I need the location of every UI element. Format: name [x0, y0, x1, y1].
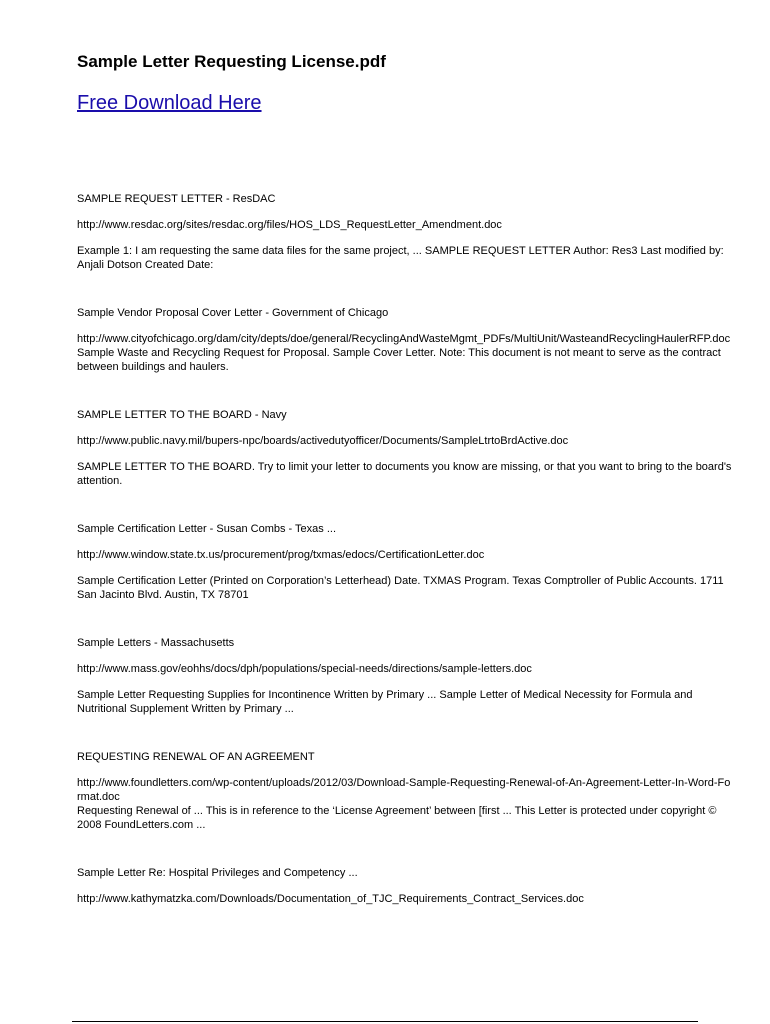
free-download-link[interactable]: Free Download Here [77, 92, 262, 114]
result-title: Sample Letters - Massachusetts [77, 637, 235, 649]
result-description: Sample Waste and Recycling Request for Proposal. Sample Cover Letter. Note: This document is not meant to serve as the contract between buildings and haulers. [77, 347, 721, 373]
result-title: SAMPLE REQUEST LETTER - ResDAC [77, 193, 276, 205]
result-url: http://www.cityofchicago.org/dam/city/depts/doe/general/RecyclingAndWasteMgmt_PDFs/MultiUnit/WasteandRecyclingHaulerRFP.doc [77, 333, 731, 345]
document-title: Sample Letter Requesting License.pdf [77, 52, 386, 71]
result-url: http://www.window.state.tx.us/procurement/prog/txmas/edocs/CertificationLetter.doc [77, 549, 485, 561]
result-description: Requesting Renewal of ... This is in reference to the ‘License Agreement’ between [first ... This Letter is protected under copyright © 2008 FoundLetters.com ... [77, 805, 717, 831]
result-url: http://www.mass.gov/eohhs/docs/dph/populations/special-needs/directions/sample-letters.doc [77, 663, 532, 675]
result-title: Sample Vendor Proposal Cover Letter - Government of Chicago [77, 307, 389, 319]
result-entry [77, 306, 732, 374]
result-entry [77, 408, 732, 488]
result-title: REQUESTING RENEWAL OF AN AGREEMENT [77, 751, 315, 763]
result-entry [77, 192, 732, 272]
result-url: http://www.kathymatzka.com/Downloads/Documentation_of_TJC_Requirements_Contract_Services.doc [77, 893, 584, 905]
result-url: http://www.foundletters.com/wp-content/uploads/2012/03/Download-Sample-Requesting-Renewal-of-An-Agreement-Letter-In-Word-Format.doc [77, 777, 731, 803]
result-description: SAMPLE LETTER TO THE BOARD. Try to limit your letter to documents you know are missing, or that you want to bring to the board's attention. [77, 461, 732, 487]
result-title: Sample Letter Re: Hospital Privileges and Competency ... [77, 867, 358, 879]
result-entry [77, 866, 732, 906]
result-title: SAMPLE LETTER TO THE BOARD - Navy [77, 409, 287, 421]
footer-divider [72, 1021, 698, 1022]
result-description: Sample Certification Letter (Printed on Corporation’s Letterhead) Date. TXMAS Program. Texas Comptroller of Public Accounts. 1711 San Jacinto Blvd. Austin, TX 78701 [77, 575, 724, 601]
result-entry [77, 522, 732, 602]
result-entry [77, 636, 732, 716]
result-description: Example 1: I am requesting the same data files for the same project, ... SAMPLE REQUEST LETTER Author: Res3 Last modified by: Anjali Dotson Created Date: [77, 245, 724, 271]
search-results-list [77, 192, 732, 940]
result-entry [77, 750, 732, 832]
result-title: Sample Certification Letter - Susan Combs - Texas ... [77, 523, 337, 535]
result-description: Sample Letter Requesting Supplies for Incontinence Written by Primary ... Sample Letter of Medical Necessity for Formula and Nutritional Supplement Written by Primary ... [77, 689, 693, 715]
result-url: http://www.public.navy.mil/bupers-npc/boards/activedutyofficer/Documents/SampleLtrtoBrdActive.doc [77, 435, 569, 447]
result-url: http://www.resdac.org/sites/resdac.org/files/HOS_LDS_RequestLetter_Amendment.doc [77, 219, 502, 231]
